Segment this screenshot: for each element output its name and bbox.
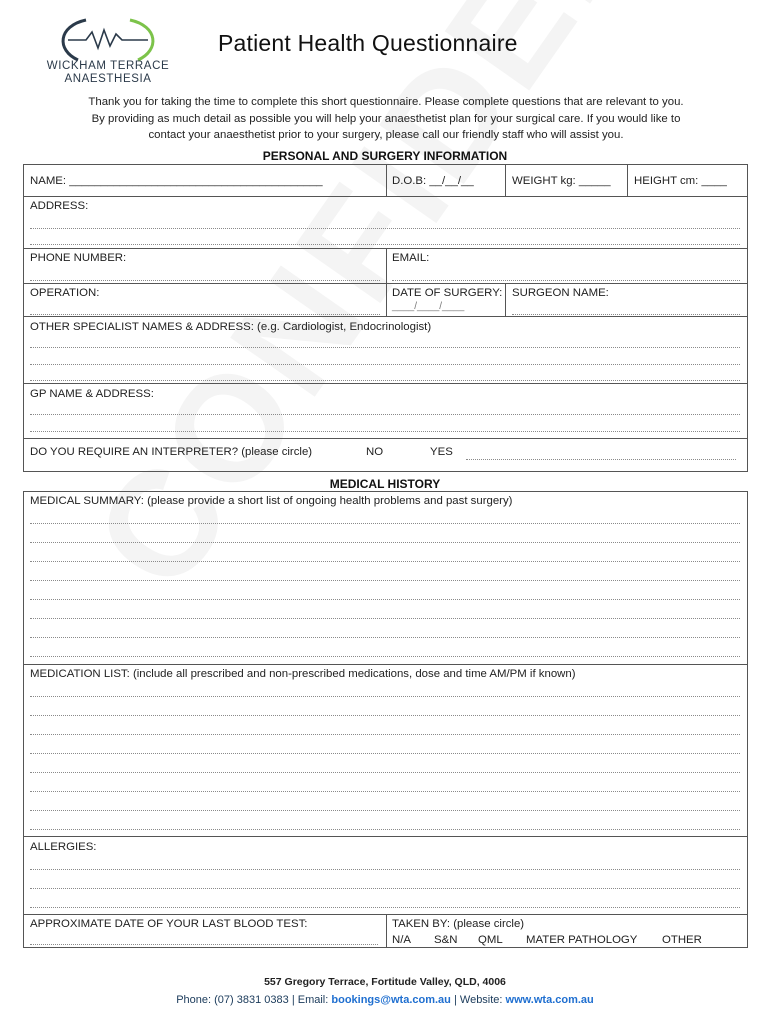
medical-summary-line[interactable] bbox=[30, 599, 740, 600]
address-line[interactable] bbox=[30, 244, 740, 245]
taken-by-option-qml[interactable]: QML bbox=[478, 934, 503, 946]
medical-summary-line[interactable] bbox=[30, 618, 740, 619]
medical-summary-label: MEDICAL SUMMARY: (please provide a short list of ongoing health problems and past surgery) bbox=[30, 495, 513, 507]
taken-by-option-na[interactable]: N/A bbox=[392, 934, 411, 946]
gp-label: GP NAME & ADDRESS: bbox=[30, 388, 154, 400]
footer-email-link[interactable]: bookings@wta.com.au bbox=[331, 994, 451, 1006]
taken-by-option-other[interactable]: OTHER bbox=[662, 934, 702, 946]
footer-website-link[interactable]: www.wta.com.au bbox=[505, 994, 594, 1006]
medical-summary-line[interactable] bbox=[30, 637, 740, 638]
footer-website-label: Website: bbox=[459, 994, 503, 1006]
blood-test-input-line[interactable] bbox=[30, 944, 378, 945]
footer-contact bbox=[0, 994, 770, 1006]
medication-line[interactable] bbox=[30, 772, 740, 773]
date-of-surgery-label: DATE OF SURGERY: bbox=[392, 287, 503, 299]
medical-summary-line[interactable] bbox=[30, 542, 740, 543]
intro-line: Thank you for taking the time to complete this short questionnaire. Please complete questions that are relevant to you. bbox=[88, 96, 684, 108]
allergies-line[interactable] bbox=[30, 907, 740, 908]
medication-line[interactable] bbox=[30, 734, 740, 735]
footer-email-label: Email: bbox=[297, 994, 329, 1006]
interpreter-no-option[interactable]: NO bbox=[366, 446, 384, 458]
weight-field[interactable]: WEIGHT kg: _____ bbox=[512, 175, 611, 187]
medication-list-label: MEDICATION LIST: (include all prescribed and non-prescribed medications, dose and time AM/PM if known) bbox=[30, 668, 576, 680]
email-input-line[interactable] bbox=[392, 280, 740, 281]
date-of-surgery-input[interactable]: ____/____/____ bbox=[392, 301, 465, 312]
phone-label: PHONE NUMBER: bbox=[30, 252, 127, 264]
phone-input-line[interactable] bbox=[30, 280, 380, 281]
personal-section-heading: PERSONAL AND SURGERY INFORMATION bbox=[262, 149, 508, 163]
intro-text bbox=[30, 94, 742, 144]
interpreter-label: DO YOU REQUIRE AN INTERPRETER? (please circle) bbox=[30, 446, 313, 458]
medical-history-table bbox=[23, 491, 748, 948]
logo-line2: ANAESTHESIA bbox=[64, 73, 152, 85]
specialists-line[interactable] bbox=[30, 380, 740, 381]
surgeon-input-line[interactable] bbox=[512, 314, 740, 315]
medical-summary-line[interactable] bbox=[30, 580, 740, 581]
blood-test-label: APPROXIMATE DATE OF YOUR LAST BLOOD TEST: bbox=[30, 918, 308, 930]
footer-separator: | bbox=[291, 994, 295, 1006]
dob-field[interactable]: D.O.B: __/__/__ bbox=[392, 175, 474, 187]
address-label: ADDRESS: bbox=[30, 200, 89, 212]
allergies-label: ALLERGIES: bbox=[30, 841, 97, 853]
medication-line[interactable] bbox=[30, 791, 740, 792]
email-label: EMAIL: bbox=[392, 252, 430, 264]
taken-by-label: TAKEN BY: (please circle) bbox=[392, 918, 525, 930]
surgeon-name-label: SURGEON NAME: bbox=[512, 287, 609, 299]
address-line[interactable] bbox=[30, 228, 740, 229]
allergies-line[interactable] bbox=[30, 869, 740, 870]
personal-info-table bbox=[23, 164, 748, 472]
medication-line[interactable] bbox=[30, 829, 740, 830]
footer-phone: Phone: (07) 3831 0383 bbox=[176, 994, 289, 1006]
footer-separator: | bbox=[453, 994, 457, 1006]
gp-line[interactable] bbox=[30, 414, 740, 415]
operation-label: OPERATION: bbox=[30, 287, 100, 299]
medical-summary-line[interactable] bbox=[30, 523, 740, 524]
gp-line[interactable] bbox=[30, 431, 740, 432]
allergies-line[interactable] bbox=[30, 888, 740, 889]
specialists-line[interactable] bbox=[30, 364, 740, 365]
taken-by-option-sn[interactable]: S&N bbox=[434, 934, 458, 946]
specialists-label: OTHER SPECIALIST NAMES & ADDRESS: (e.g. Cardiologist, Endocrinologist) bbox=[30, 321, 432, 333]
medication-line[interactable] bbox=[30, 753, 740, 754]
operation-input-line[interactable] bbox=[30, 314, 380, 315]
medication-line[interactable] bbox=[30, 696, 740, 697]
intro-line: contact your anaesthetist prior to your surgery, please call our friendly staff who will assist you. bbox=[148, 129, 624, 141]
taken-by-option-mater[interactable]: MATER PATHOLOGY bbox=[526, 934, 638, 946]
interpreter-yes-option[interactable]: YES bbox=[430, 446, 453, 458]
medication-line[interactable] bbox=[30, 715, 740, 716]
height-field[interactable]: HEIGHT cm: ____ bbox=[634, 175, 727, 187]
medical-summary-line[interactable] bbox=[30, 561, 740, 562]
interpreter-language-line[interactable] bbox=[466, 459, 736, 460]
medication-line[interactable] bbox=[30, 810, 740, 811]
name-field[interactable]: NAME: ________________________________________ bbox=[30, 175, 323, 187]
specialists-line[interactable] bbox=[30, 347, 740, 348]
logo-line1: WICKHAM TERRACE bbox=[46, 60, 170, 72]
footer-address: 557 Gregory Terrace, Fortitude Valley, QLD, 4006 bbox=[264, 976, 506, 988]
page-title: Patient Health Questionnaire bbox=[218, 30, 518, 56]
medical-summary-line[interactable] bbox=[30, 656, 740, 657]
logo-wordmark bbox=[28, 60, 188, 86]
intro-line: By providing as much detail as possible you will help your anaesthetist plan for your surgical care. If you would like to bbox=[91, 112, 681, 125]
medical-section-heading: MEDICAL HISTORY bbox=[329, 477, 441, 491]
